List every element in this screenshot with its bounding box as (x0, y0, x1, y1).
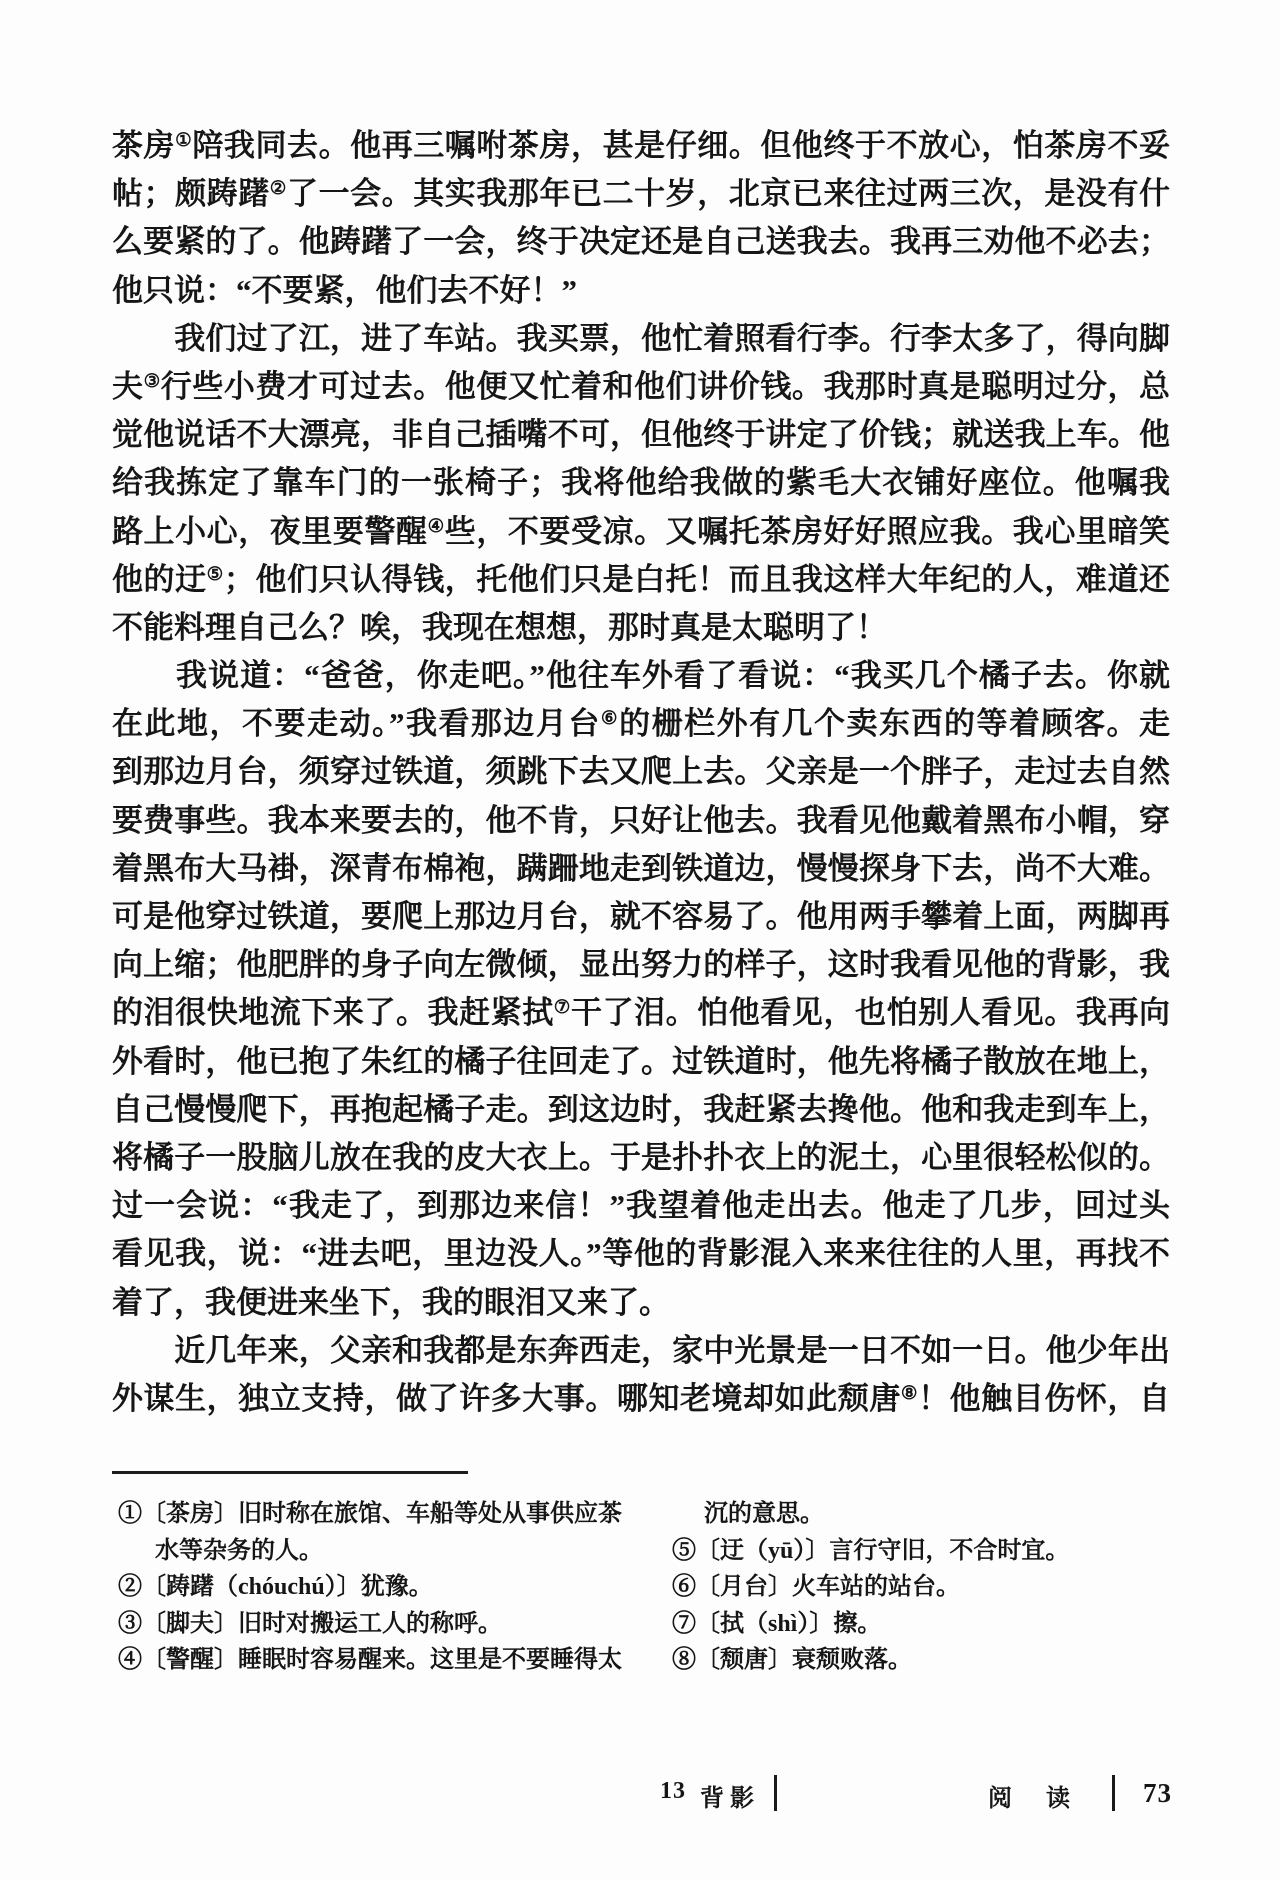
footnotes-left-column (118, 1496, 658, 1679)
essay-line: 近几年来，父亲和我都是东奔西走，家中光景是一日不如一日。他少年出 (112, 1332, 1170, 1368)
essay-line: 将橘子一股脑儿放在我的皮大衣上。于是扑扑衣上的泥土，心里很轻松似的。 (112, 1139, 1170, 1175)
essay-line: 着了，我便进来坐下，我的眼泪又来了。 (112, 1284, 670, 1320)
essay-line: 路上小心，夜里要警醒④些，不要受凉。又嘱托茶房好好照应我。我心里暗笑 (112, 513, 1171, 549)
footer-divider (774, 1775, 777, 1811)
essay-line: 不能料理自己么？唉，我现在想想，那时真是太聪明了！ (112, 609, 887, 645)
essay-line: 到那边月台，须穿过铁道，须跳下去又爬上去。父亲是一个胖子，走过去自然 (112, 754, 1170, 790)
footnote-ref-marker: ⑦ (553, 997, 572, 1019)
footnote-line: 沉的意思。 (704, 1501, 824, 1527)
essay-text (112, 122, 1170, 1423)
footnote-line: ④〔警醒〕睡眠时容易醒来。这里是不要睡得太 (118, 1647, 622, 1673)
lesson-marker (660, 1778, 777, 1813)
essay-line: 的泪很快地流下来了。我赶紧拭⑦干了泪。怕他看见，也怕别人看见。我再向 (112, 995, 1171, 1031)
footnote-ref-marker: ③ (143, 370, 161, 392)
footnote-ref-marker: ① (175, 129, 193, 151)
essay-line: 过一会说：“我走了，到那边来信！”我望着他走出去。他走了几步，回过头 (112, 1188, 1170, 1224)
essay-line: 茶房①陪我同去。他再三嘱咐茶房，甚是仔细。但他终于不放心，怕茶房不妥 (112, 128, 1171, 163)
page-footer (0, 1776, 1280, 1820)
footnote-line: ⑤〔迂（yū）〕言行守旧，不合时宜。 (672, 1537, 1070, 1564)
footnote-ref-marker: ⑧ (900, 1382, 919, 1404)
essay-line: 给我拣定了靠车门的一张椅子；我将他给我做的紫毛大衣铺好座位。他嘱我 (112, 465, 1170, 501)
essay-line: 自己慢慢爬下，再抱起橘子走。到这边时，我赶紧去搀他。他和我走到车上， (112, 1091, 1170, 1127)
essay-line: 可是他穿过铁道，要爬上那边月台，就不容易了。他用两手攀着上面，两脚再 (112, 899, 1170, 934)
footnote-line: ①〔茶房〕旧时称在旅馆、车船等处从事供应茶 (118, 1501, 622, 1527)
essay-line: 要费事些。我本来要去的，他不肯，只好让他去。我看见他戴着黑布小帽，穿 (112, 802, 1170, 838)
essay-line: 他的迂⑤；他们只认得钱，托他们只是白托！而且我这样大年纪的人，难道还 (112, 561, 1171, 597)
page-number: 73 (1143, 1778, 1172, 1808)
footnote-ref-marker: ⑥ (600, 708, 620, 730)
lesson-number: 13 (660, 1778, 686, 1804)
footnote-line: 水等杂务的人。 (155, 1537, 323, 1564)
footnote-line: ⑦〔拭（shì）〕擦。 (672, 1610, 882, 1637)
essay-line: 外看时，他已抱了朱红的橘子往回走了。过铁道时，他先将橘子散放在地上， (112, 1043, 1170, 1079)
footnote-ref-marker: ② (269, 177, 288, 199)
essay-line: 我说道：“爸爸，你走吧。”他往车外看了看说：“我买几个橘子去。你就 (112, 658, 1170, 694)
essay-line: 外谋生，独立支持，做了许多大事。哪知老境却如此颓唐⑧！他触目伤怀，自 (112, 1380, 1171, 1416)
footnote-line: ②〔踌躇（chóuchú）〕犹豫。 (118, 1574, 433, 1600)
essay-line: 么要紧的了。他踌躇了一会，终于决定还是自己送我去。我再三劝他不必去； (112, 224, 1170, 260)
lesson-title: 背影 (700, 1786, 760, 1812)
footer-divider (1112, 1775, 1115, 1811)
essay-line: 我们过了江，进了车站。我买票，他忙着照看行李。行李太多了，得向脚 (112, 320, 1170, 356)
essay-line: 他只说：“不要紧，他们去不好！” (112, 272, 577, 308)
essay-line: 觉他说话不大漂亮，非自己插嘴不可，但他终于讲定了价钱；就送我上车。他 (112, 417, 1170, 453)
section-label: 阅 读 (988, 1786, 1084, 1812)
essay-line: 向上缩；他肥胖的身子向左微倾，显出努力的样子，这时我看见他的背影，我 (112, 947, 1170, 983)
footnote-ref-marker: ⑤ (206, 563, 224, 585)
essay-line: 着黑布大马褂，深青布棉袍，蹒跚地走到铁道边，慢慢探身下去，尚不大难。 (112, 850, 1170, 886)
footnote-line: ⑥〔月台〕火车站的站台。 (672, 1574, 960, 1600)
essay-line: 看见我，说：“进去吧，里边没人。”等他的背影混入来来往往的人里，再找不 (112, 1236, 1170, 1272)
footnotes-right-column (672, 1496, 1232, 1679)
footnote-separator (112, 1471, 468, 1474)
section-page-marker (988, 1778, 1172, 1813)
footnote-line: ⑧〔颓唐〕衰颓败落。 (672, 1647, 912, 1673)
footnote-ref-marker: ④ (427, 515, 445, 537)
essay-line: 夫③行些小费才可过去。他便又忙着和他们讲价钱。我那时真是聪明过分，总 (112, 368, 1171, 404)
essay-line: 帖；颇踌躇②了一会。其实我那年已二十岁，北京已来往过两三次，是没有什 (112, 176, 1171, 212)
essay-line: 在此地，不要走动。”我看那边月台⑥的栅栏外有几个卖东西的等着顾客。走 (112, 706, 1171, 742)
footnote-line: ③〔脚夫〕旧时对搬运工人的称呼。 (118, 1610, 502, 1637)
